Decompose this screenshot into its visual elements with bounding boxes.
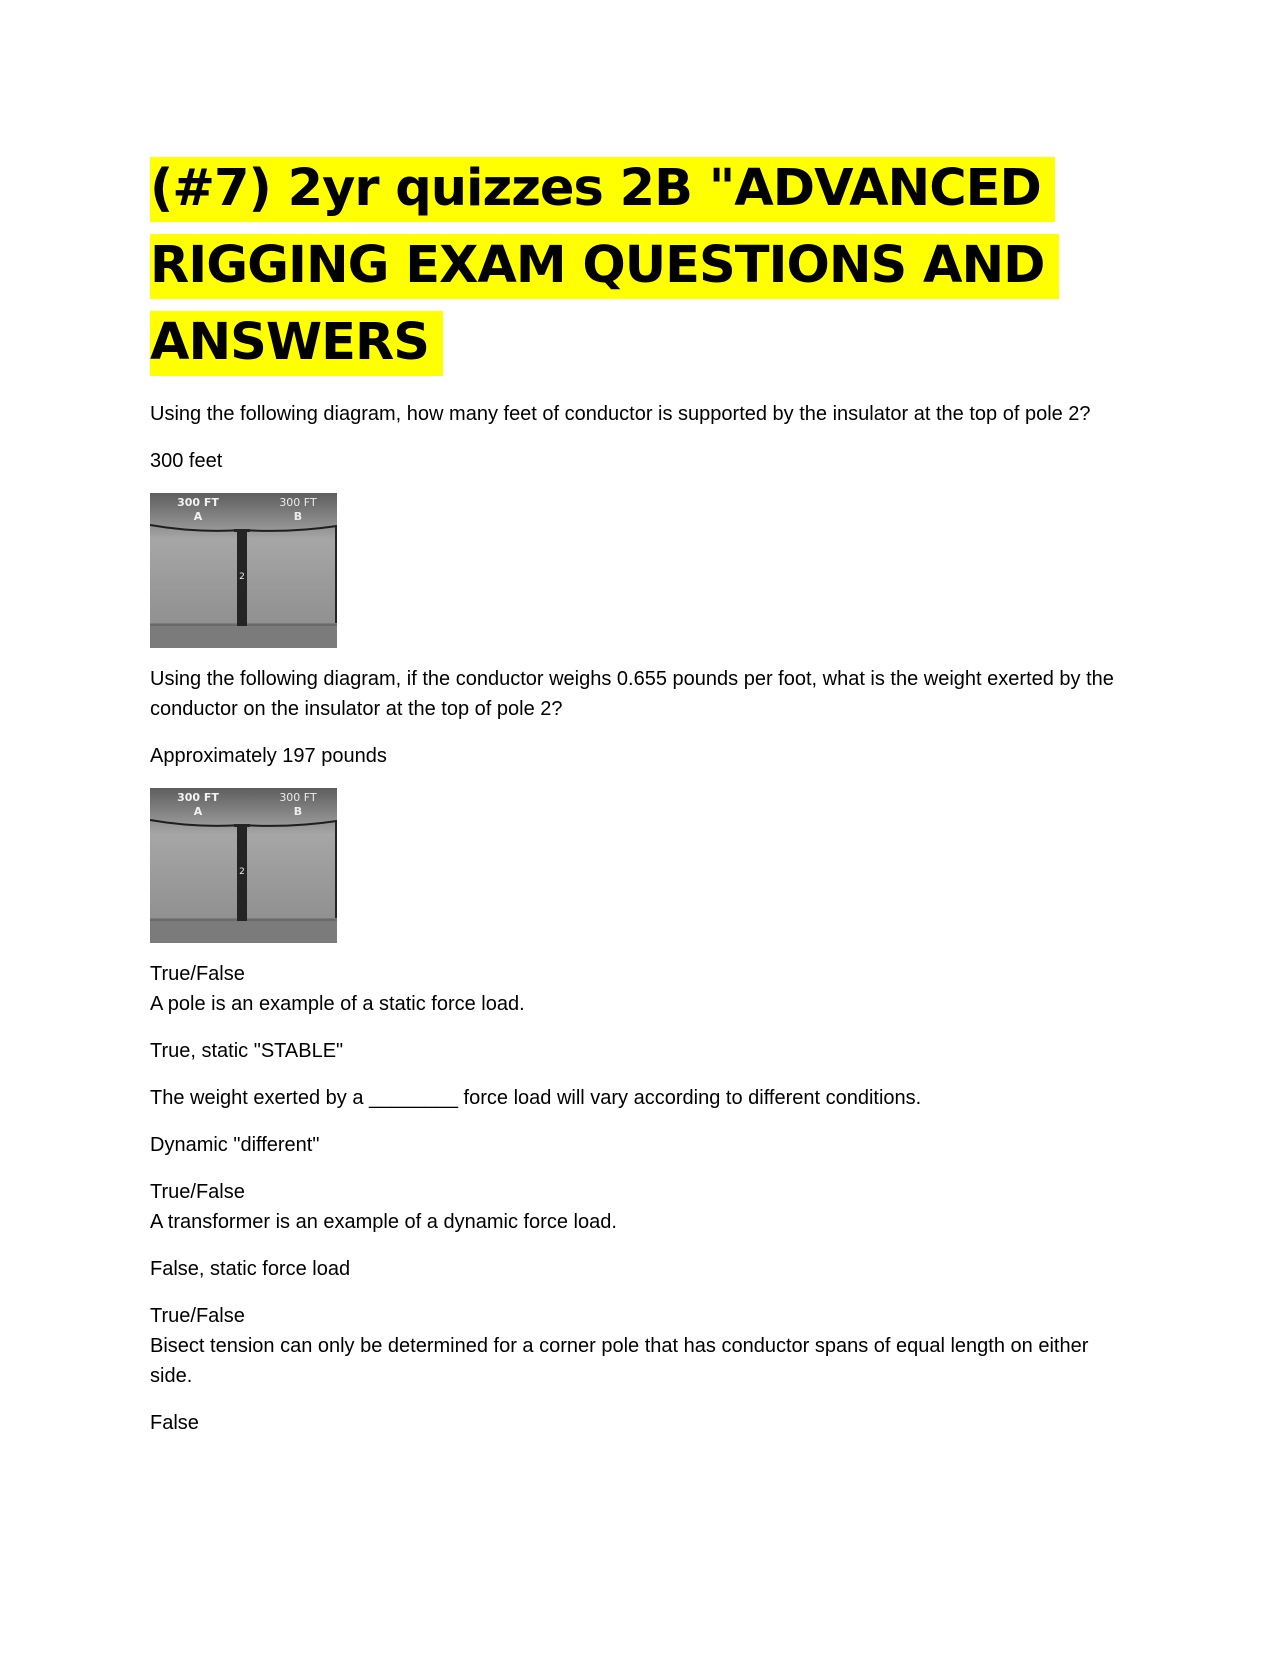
- question-2: Using the following diagram, if the conductor weighs 0.655 pounds per foot, what is the weight exerted by the conductor on the insulator at the top of pole 2?: [150, 668, 1114, 720]
- pole-span-diagram-1: [150, 493, 337, 648]
- document-content: [150, 150, 1130, 1455]
- question-6-prefix: True/False: [150, 1305, 245, 1327]
- pole-number-label: 2: [239, 572, 245, 582]
- insulator: [234, 824, 250, 827]
- question-3-prefix: True/False: [150, 963, 245, 985]
- span-b-label: B: [293, 510, 303, 523]
- span-b-length: 300 FT: [279, 791, 317, 804]
- span-a-length: 300 FT: [177, 496, 219, 509]
- ground: [150, 623, 337, 648]
- span-b-length: 300 FT: [279, 496, 317, 509]
- question-5-prefix: True/False: [150, 1181, 245, 1203]
- title-line-1: (#7) 2yr quizzes 2B "ADVANCED: [150, 157, 1055, 222]
- span-a-length: 300 FT: [177, 791, 219, 804]
- answer-3: True, static "STABLE": [150, 1040, 344, 1062]
- question-3: A pole is an example of a static force load.: [150, 993, 525, 1015]
- title-line-2: RIGGING EXAM QUESTIONS AND: [150, 234, 1059, 299]
- insulator: [234, 529, 250, 532]
- ground: [150, 918, 337, 943]
- title-line-3: ANSWERS: [150, 311, 443, 376]
- span-a-label: A: [193, 805, 203, 818]
- pole-span-diagram-2: [150, 788, 337, 943]
- pole-3-edge: [335, 525, 337, 623]
- answer-6: False: [150, 1412, 199, 1434]
- answer-4: Dynamic "different": [150, 1134, 320, 1156]
- question-4: The weight exerted by a ________ force load will vary according to different conditions.: [150, 1087, 922, 1109]
- question-1: Using the following diagram, how many feet of conductor is supported by the insulator at the top of pole 2?: [150, 403, 1091, 425]
- span-b-label: B: [293, 805, 303, 818]
- pole-3-edge: [335, 820, 337, 918]
- answer-5: False, static force load: [150, 1258, 351, 1280]
- question-5: A transformer is an example of a dynamic force load.: [150, 1211, 617, 1233]
- document-title: [150, 150, 1130, 381]
- span-a-label: A: [193, 510, 203, 523]
- answer-1: 300 feet: [150, 450, 223, 472]
- pole-number-label: 2: [239, 867, 245, 877]
- answer-2: Approximately 197 pounds: [150, 745, 387, 767]
- question-6: Bisect tension can only be determined for a corner pole that has conductor spans of equal length on either side.: [150, 1335, 1089, 1387]
